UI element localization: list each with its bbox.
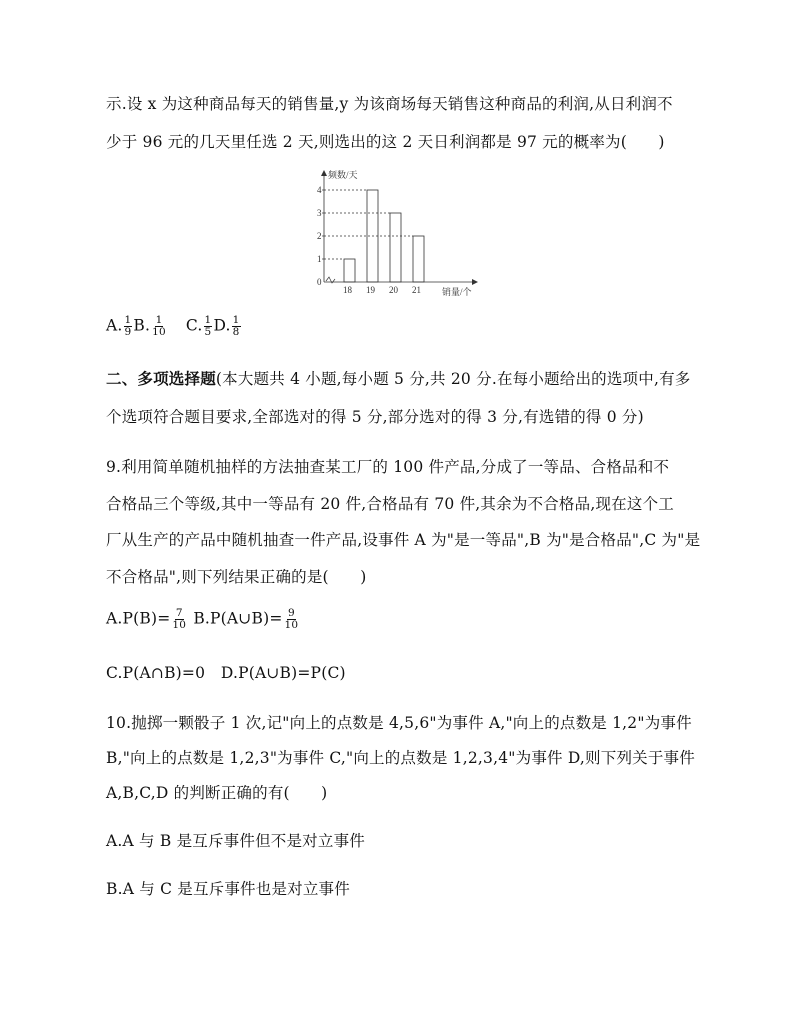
q9-line-4: 不合格品",则下列结果正确的是( )	[106, 568, 367, 586]
section-2-desc-1: (本大题共 4 小题,每小题 5 分,共 20 分.在每小题给出的选项中,有多	[215, 370, 691, 388]
x-axis-arrow	[472, 279, 478, 285]
x-axis-label: 销量/个	[442, 287, 472, 297]
option-a-denominator: 9	[124, 326, 132, 339]
x-tick-label-21: 21	[412, 285, 421, 295]
q9-options-ab	[106, 608, 300, 631]
q10-line-3: A,B,C,D 的判断正确的有( )	[106, 784, 328, 802]
x-tick-label-18: 18	[343, 285, 352, 295]
option-a-numerator: 1	[124, 314, 132, 326]
q9-option-a-numerator: 7	[175, 607, 183, 619]
q9-option-b-fraction	[284, 608, 300, 631]
q10-option-b: B.A 与 C 是互斥事件也是对立事件	[106, 880, 350, 898]
y-axis-arrow	[321, 170, 327, 176]
option-d-label: D.	[213, 316, 231, 335]
q10-option-a: A.A 与 B 是互斥事件但不是对立事件	[106, 832, 365, 850]
q9-line-2: 合格品三个等级,其中一等品有 20 件,合格品有 70 件,其余为不合格品,现在这个工	[106, 495, 674, 513]
option-b-denominator: 10	[152, 326, 166, 339]
bar-18	[344, 259, 355, 282]
q9-line-1: 9.利用简单随机抽样的方法抽查某工厂的 100 件产品,分成了一等品、合格品和不	[106, 458, 670, 476]
option-b-label: B.	[133, 316, 151, 335]
y-tick-label-0: 0	[317, 277, 322, 287]
q9-line-3: 厂从生产的产品中随机抽查一件产品,设事件 A 为"是一等品",B 为"是合格品",C 为"是	[106, 531, 701, 549]
q10-line-1: 10.抛掷一颗骰子 1 次,记"向上的点数是 4,5,6"为事件 A,"向上的点数是 1,2"为事件	[106, 714, 692, 732]
section-2-heading: 二、多项选择题	[106, 369, 216, 388]
intro-line-1: 示.设 x 为这种商品每天的销售量,y 为该商场每天销售这种商品的利润,从日利润不	[106, 95, 673, 113]
q9-option-b-denominator: 10	[284, 619, 299, 632]
intro-line-2: 少于 96 元的几天里任选 2 天,则选出的这 2 天日利润都是 97 元的概率为( )	[106, 133, 665, 151]
option-c-label: C.	[185, 316, 203, 335]
option-c-numerator: 1	[204, 314, 212, 326]
y-tick-label-4: 4	[317, 185, 322, 195]
option-c-denominator: 5	[204, 326, 212, 339]
option-b-fraction	[151, 315, 167, 338]
y-axis-label: 频数/天	[328, 170, 358, 180]
section-2-line-1	[106, 367, 690, 389]
y-tick-label-2: 2	[317, 231, 322, 241]
option-d-numerator: 1	[232, 314, 240, 326]
y-tick-label-1: 1	[317, 254, 322, 264]
option-d-denominator: 8	[232, 326, 240, 339]
q9-options-cd: C.P(A∩B)=0 D.P(A∪B)=P(C)	[106, 664, 346, 682]
frequency-bar-chart	[312, 168, 502, 303]
option-b-numerator: 1	[155, 314, 163, 326]
q9-option-b-text: B.P(A∪B)=	[188, 609, 283, 628]
x-tick-label-19: 19	[366, 285, 375, 295]
bar-21	[413, 236, 424, 282]
option-a-fraction	[124, 315, 133, 338]
y-tick-label-3: 3	[317, 208, 322, 218]
option-d-fraction	[232, 315, 241, 338]
q9-option-a-denominator: 10	[172, 619, 187, 632]
bar-20	[390, 213, 401, 282]
option-c-fraction	[204, 315, 213, 338]
q10-line-2: B,"向上的点数是 1,2,3"为事件 C,"向上的点数是 1,2,3,4"为事件 D,则下列关于事件	[106, 749, 695, 767]
q8-options	[106, 315, 242, 338]
q9-option-a-text: A.P(B)=	[106, 609, 171, 628]
q9-option-a-fraction	[171, 608, 187, 631]
x-tick-label-20: 20	[389, 285, 398, 295]
section-2-desc-2: 个选项符合题目要求,全部选对的得 5 分,部分选对的得 3 分,有选错的得 0 分)	[106, 408, 644, 426]
q9-option-b-numerator: 9	[287, 607, 295, 619]
option-a-label: A.	[106, 316, 123, 335]
